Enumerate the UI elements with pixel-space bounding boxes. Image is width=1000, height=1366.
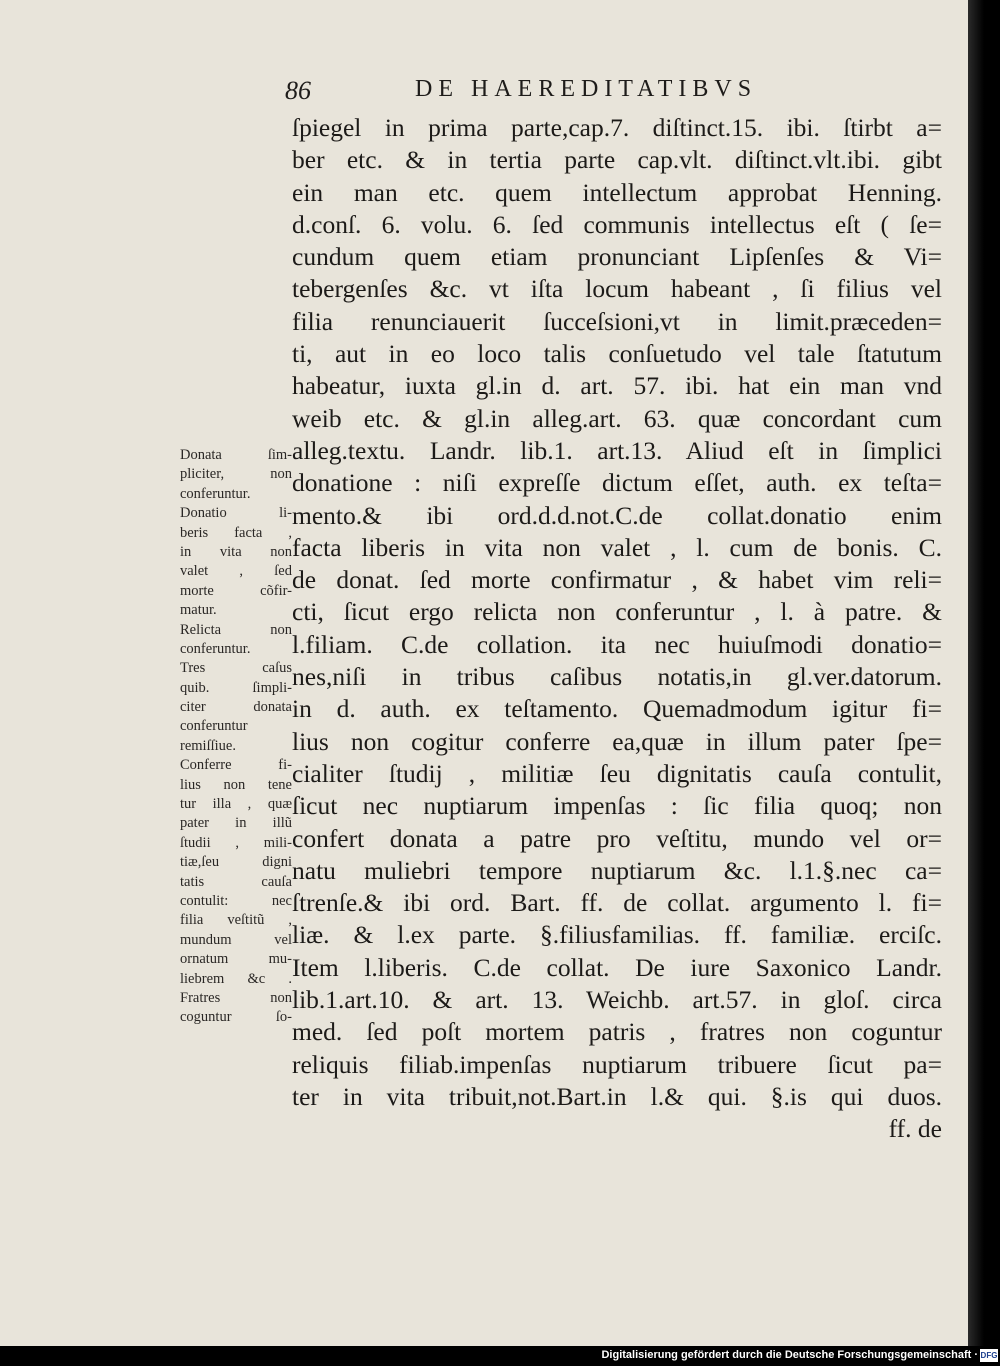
margin-note-line: conferuntur. (180, 640, 251, 657)
margin-note-line: coguntur ſo- (180, 1009, 292, 1026)
footer-bar (0, 1346, 1000, 1366)
body-line: reliquis filiab.impenſas nuptiarum tribuere ſicut pa= (292, 1049, 942, 1079)
margin-note-line: beris facta , (180, 524, 292, 541)
margin-note-line: tatis cauſa (180, 873, 292, 890)
margin-note-line: Donata ſim- (180, 447, 292, 463)
body-line: tebergenſes &c. vt iſta locum habeant , ſi filius vel (292, 274, 942, 304)
body-line: lib.1.art.10. & art. 13. Weichb. art.57. in gloſ. circa (292, 985, 942, 1015)
margin-note-line: ornatum mu- (180, 951, 292, 968)
body-line: natu muliebri tempore nuptiarum &c. l.1.§.nec ca= (292, 855, 942, 885)
margin-note-line: morte cõfir- (180, 582, 292, 599)
body-line: d.conſ. 6. volu. 6. ſed communis intellectus eſt ( ſe= (292, 209, 942, 239)
body-line: l.filiam. C.de collation. ita nec huiuſmodi donatio= (292, 629, 942, 659)
margin-note-line: Tres caſus (180, 660, 292, 677)
margin-note-line: Donatio li- (180, 505, 292, 522)
margin-note-line: filia veſtitũ , (180, 912, 292, 929)
margin-note-line: citer donata (180, 699, 292, 716)
body-line: cialiter ſtudij , militiæ ſeu dignitatis cauſa contulit, (292, 758, 942, 788)
footer-credit: Digitalisierung gefördert durch die Deutsche Forschungsgemeinschaft · (601, 1349, 978, 1361)
margin-note-line: conferuntur. (180, 485, 251, 502)
body-line: donatione : niſi expreſſe dictum eſſet, auth. ex teſta= (292, 468, 942, 498)
body-line: med. ſed poſt mortem patris , fratres non coguntur (292, 1017, 942, 1047)
body-line: facta liberis in vita non valet , l. cum de bonis. C. (292, 532, 942, 562)
margin-notes (180, 446, 292, 1028)
margin-note-line: matur. (180, 602, 217, 619)
body-line: habeatur, iuxta gl.in d. art. 57. ibi. hat ein man vnd (292, 371, 942, 401)
margin-note-line: pater in illũ (180, 815, 292, 832)
body-line: Item l.liberis. C.de collat. De iure Saxonico Landr. (292, 952, 942, 982)
margin-note-line: lius non tene (180, 776, 292, 793)
body-line: nes,niſi in tribus caſibus notatis,in gl.ver.datorum. (292, 662, 942, 692)
body-line: filia renunciauerit ſucceſsioni,vt in limit.præceden= (292, 306, 942, 336)
margin-note-line: tiæ,ſeu digni (180, 854, 292, 871)
body-line: liæ. & l.ex parte. §.filiusfamilias. ff. familiæ. erciſc. (292, 920, 942, 950)
body-line: cti, ſicut ergo relicta non conferuntur , l. à patre. & (292, 597, 942, 627)
margin-note-line: pliciter, non (180, 466, 292, 483)
body-line: ff. de (888, 1114, 942, 1144)
page-edge (968, 0, 984, 1346)
margin-note-line: in vita non (180, 543, 292, 560)
body-line: ber etc. & in tertia parte cap.vlt. diſtinct.vlt.ibi. gibt (292, 145, 942, 175)
margin-note-line: Relicta non (180, 621, 292, 638)
margin-note-line: ſtudii , mili- (180, 834, 292, 851)
margin-note-line: Fratres non (180, 989, 292, 1006)
body-line: lius non cogitur conferre ea,quæ in illum pater ſpe= (292, 726, 942, 756)
margin-note-line: tur illa , quæ (180, 796, 292, 813)
body-line: confert donata a patre pro veſtitu, mundo vel or= (292, 823, 942, 853)
body-line: weib etc. & gl.in alleg.art. 63. quæ concordant cum (292, 403, 942, 433)
margin-note-line: conferuntur (180, 718, 248, 735)
body-line: alleg.textu. Landr. lib.1. art.13. Aliud eſt in ſimplici (292, 435, 942, 465)
margin-note-line: contulit: nec (180, 892, 292, 909)
body-line: cundum quem etiam pronunciant Lipſenſes & Vi= (292, 242, 942, 272)
dfg-logo-icon: DFG (980, 1351, 998, 1360)
margin-note-line: quib. ſimpli- (180, 679, 292, 696)
page-number: 86 (285, 76, 311, 105)
body-line: mento.& ibi ord.d.d.not.C.de collat.donatio enim (292, 500, 942, 530)
body-line: ti, aut in eo loco talis conſuetudo vel tale ſtatutum (292, 339, 942, 369)
body-line: ſtrenſe.& ibi ord. Bart. ff. de collat. argumento l. fi= (292, 888, 942, 918)
body-text (292, 112, 942, 1146)
margin-note-line: Conferre fi- (180, 757, 292, 774)
body-line: ein man etc. quem intellectum approbat Henning. (292, 177, 942, 207)
margin-note-line: mundum vel (180, 931, 292, 948)
running-title: DE HAEREDITATIBVS (415, 76, 758, 102)
body-line: ſpiegel in prima parte,cap.7. diſtinct.15. ibi. ſtirbt a= (292, 113, 942, 142)
body-line: ſicut nec nuptiarum impenſas : ſic filia quoq; non (292, 791, 942, 821)
body-line: de donat. ſed morte confirmatur , & habet vim reli= (292, 565, 942, 595)
margin-note-line: liebrem &c . (180, 970, 292, 987)
margin-note-line: remiſſiue. (180, 737, 236, 754)
running-head (285, 72, 945, 112)
margin-note-line: valet , ſed (180, 563, 292, 580)
body-line: ter in vita tribuit,not.Bart.in l.& qui. §.is qui duos. (292, 1081, 942, 1111)
body-line: in d. auth. ex teſtamento. Quemadmodum igitur fi= (292, 694, 942, 724)
